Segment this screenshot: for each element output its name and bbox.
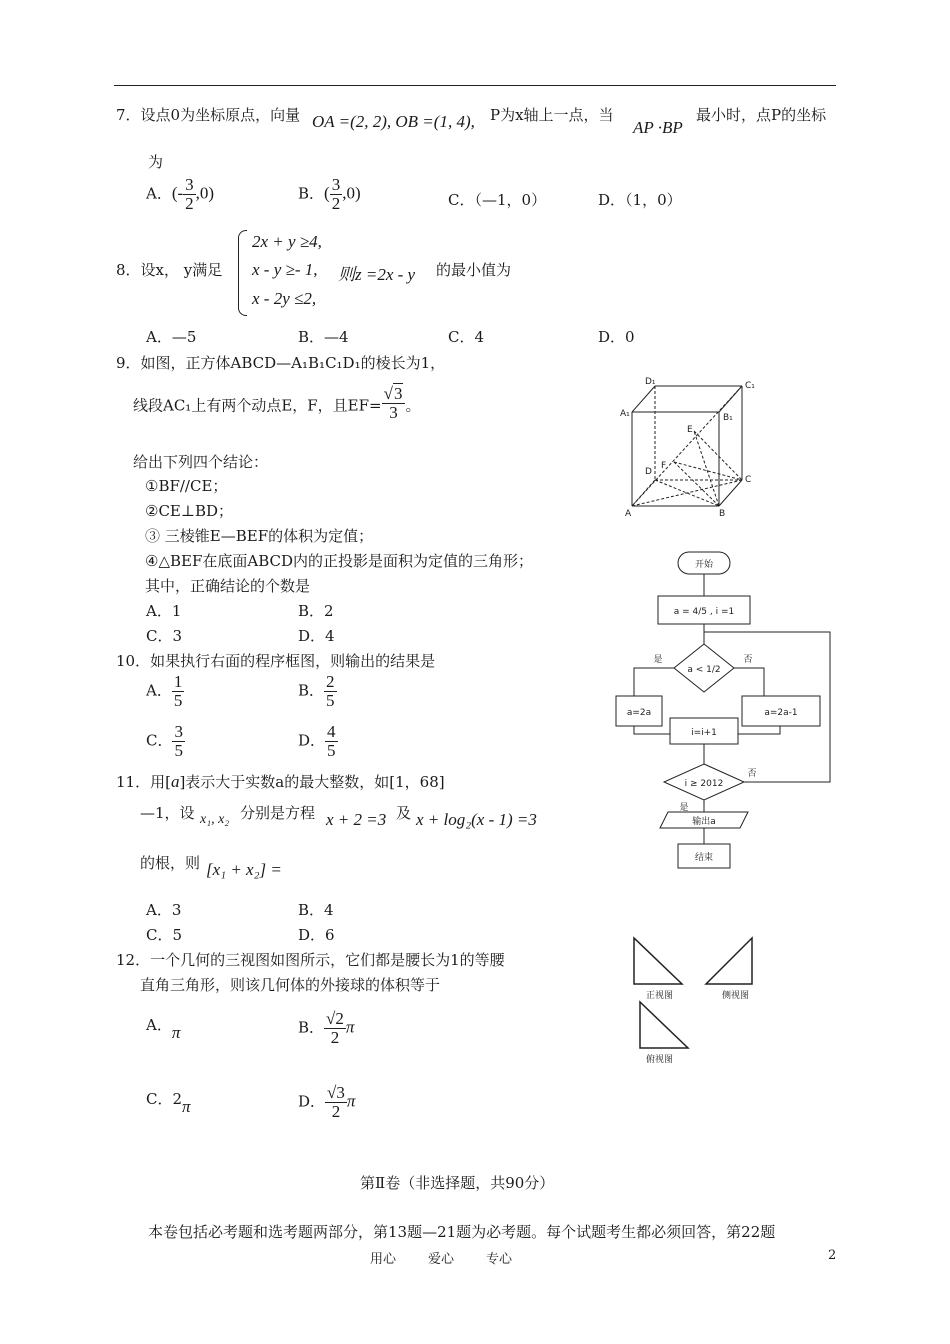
q9-statement-5: 其中，正确结论的个数是 <box>145 577 311 595</box>
q8-option-d: D．0 <box>598 328 635 346</box>
q11-stem-e: 及 <box>396 804 412 822</box>
q7-vectors: OA =(2, 2), OB =(1, 4), <box>312 112 475 131</box>
q9-option-d: D．4 <box>298 627 335 645</box>
q11-stem-d: 分别是方程 <box>240 804 316 822</box>
q11-stem-ab: 11．用[a]表示大于实数a的最大整数，如[1，68] <box>116 772 445 791</box>
q11-option-d: D．6 <box>298 926 335 944</box>
q11-stem-f: 的根，则 <box>140 854 201 872</box>
cube-figure <box>615 374 765 520</box>
cube-label-c1: C₁ <box>745 381 755 391</box>
cube-label-a: A <box>625 509 632 519</box>
flow-left-label: a=2a <box>626 708 652 718</box>
q9-stem-b: 线段AC₁上有两个动点E，F，且EF= $\frac{√3}{3}$ 。 <box>133 384 421 422</box>
flowchart <box>612 546 838 876</box>
q7-option-b: B．( $\frac{3}{2}$ ,0) <box>298 175 361 213</box>
flow-yes2-label: 是 <box>679 803 689 813</box>
q11-stem-c: —1，设 <box>140 804 195 822</box>
q9-statement-3: ③ 三棱锥E—BEF的体积为定值； <box>145 527 374 545</box>
q9-statement-4: ④△BEF在底面ABCD内的正投影是面积为定值的三角形； <box>145 552 534 570</box>
q9-statement-1: ①BF//CE； <box>145 477 228 495</box>
top-view-label: 俯视图 <box>646 1055 674 1065</box>
front-view-triangle <box>634 938 682 984</box>
cube-label-a1: A₁ <box>620 409 630 419</box>
flow-output-label: 输出a <box>692 817 716 827</box>
q11-option-c: C．5 <box>146 926 183 944</box>
q7-expr: AP ·BP <box>633 118 683 137</box>
q11-eq2: x + log₂(x - 1) =3 <box>416 810 537 829</box>
q9-statement-2: ②CE⊥BD； <box>145 502 234 520</box>
flow-no-label: 否 <box>743 655 753 665</box>
top-view-triangle <box>640 1002 688 1048</box>
q7-stem-d: 为 <box>148 153 164 171</box>
q9-stem-d: 给出下列四个结论： <box>133 453 269 471</box>
q9-option-a: A．1 <box>146 602 182 620</box>
q11-option-a: A．3 <box>146 901 182 919</box>
q7-option-a: A．(- $\frac{3}{2}$ ,0) <box>146 175 215 213</box>
cube-label-b: B <box>719 509 726 519</box>
side-view-triangle <box>706 938 752 984</box>
q11-roots: x₁, x₂ <box>200 812 230 827</box>
q8-stem-a: 8．设x， y满足 <box>116 261 223 279</box>
q8-option-c: C．4 <box>448 328 485 346</box>
q8-option-b: B．—4 <box>298 328 349 346</box>
q12-option-b: B． $\frac{√2}{2}$ π <box>298 1009 355 1047</box>
footer-slogan-3: 专心 <box>486 1252 513 1267</box>
q10-option-b: B． $\frac{2}{5}$ <box>298 672 335 710</box>
flow-inc-label: i=i+1 <box>691 728 717 738</box>
flow-no2-label: 否 <box>747 769 757 779</box>
cube-label-d1: D₁ <box>645 377 656 387</box>
q7-stem-c: 最小时，点P的坐标 <box>696 106 827 124</box>
flow-yes-label: 是 <box>653 655 663 665</box>
flow-right-label: a=2a-1 <box>764 708 798 718</box>
q9-stem-a: 9．如图，正方体ABCD—A₁B₁C₁D₁的棱长为1， <box>116 354 446 372</box>
q12-stem-b: 直角三角形，则该几何体的外接球的体积等于 <box>140 976 441 994</box>
q10-option-a: A． $\frac{1}{5}$ <box>146 672 183 710</box>
q8-stem-b: 的最小值为 <box>436 261 512 279</box>
q8-constraint-1: 2x + y ≥4, <box>252 232 322 251</box>
q12-stem-a: 12．一个几何的三视图如图所示，它们都是腰长为1的等腰 <box>116 951 505 969</box>
flow-cond1-label: a < 1/2 <box>687 665 721 675</box>
cube-label-c: C <box>745 475 752 485</box>
q9-option-c: C．3 <box>146 627 183 645</box>
flow-end-label: 结束 <box>694 853 714 863</box>
cube-label-d: D <box>645 467 652 477</box>
q12-option-d: D． $\frac{√3}{2}$ π <box>298 1083 356 1121</box>
cube-label-b1: B₁ <box>723 413 733 423</box>
q8-brace <box>238 230 247 316</box>
q11-eq1: x + 2 =3 <box>326 810 387 829</box>
page-number: 2 <box>828 1248 837 1263</box>
q7-option-d: D．（1，0） <box>598 191 682 209</box>
q10-stem: 10．如果执行右面的程序框图，则输出的结果是 <box>116 652 436 670</box>
flow-cond2-label: i ≥ 2012 <box>684 779 724 789</box>
top-rule <box>114 85 836 86</box>
section-title: 第Ⅱ卷（非选择题，共90分） <box>360 1174 555 1192</box>
q8-constraint-2: x - y ≥- 1, <box>252 260 318 279</box>
q12-option-c: C．2π <box>146 1090 191 1116</box>
cube-label-e: E <box>687 425 693 435</box>
flow-start-label: 开始 <box>694 560 714 570</box>
q7-stem-b: P为x轴上一点，当 <box>490 106 614 124</box>
footer-slogan-1: 用心 <box>370 1252 397 1267</box>
q10-option-d: D． $\frac{4}{5}$ <box>298 722 336 760</box>
section-intro: 本卷包括必考题和选考题两部分，第13题—21题为必考题。每个试题考生都必须回答，第22题 <box>148 1223 776 1241</box>
q8-option-a: A．—5 <box>146 328 197 346</box>
q8-objective: 则z =2x - y <box>338 265 416 284</box>
q8-constraint-3: x - 2y ≤2, <box>252 289 317 308</box>
q11-expr: [x₁ + x₂] = <box>206 860 282 879</box>
flow-init-label: a = 4/5 , i =1 <box>673 607 735 617</box>
side-view-label: 侧视图 <box>722 991 750 1001</box>
q10-option-c: C． $\frac{3}{5}$ <box>146 722 183 760</box>
q9-option-b: B．2 <box>298 602 334 620</box>
footer-slogan-2: 爱心 <box>428 1252 455 1267</box>
q7-option-c: C．（—1，0） <box>448 191 547 209</box>
q12-option-a: A．π <box>146 1016 181 1042</box>
cube-label-f: F <box>661 461 667 471</box>
front-view-label: 正视图 <box>646 991 674 1001</box>
q11-option-b: B．4 <box>298 901 334 919</box>
q7-stem-a: 7．设点0为坐标原点，向量 <box>116 106 301 124</box>
three-views-figure <box>626 932 786 1068</box>
